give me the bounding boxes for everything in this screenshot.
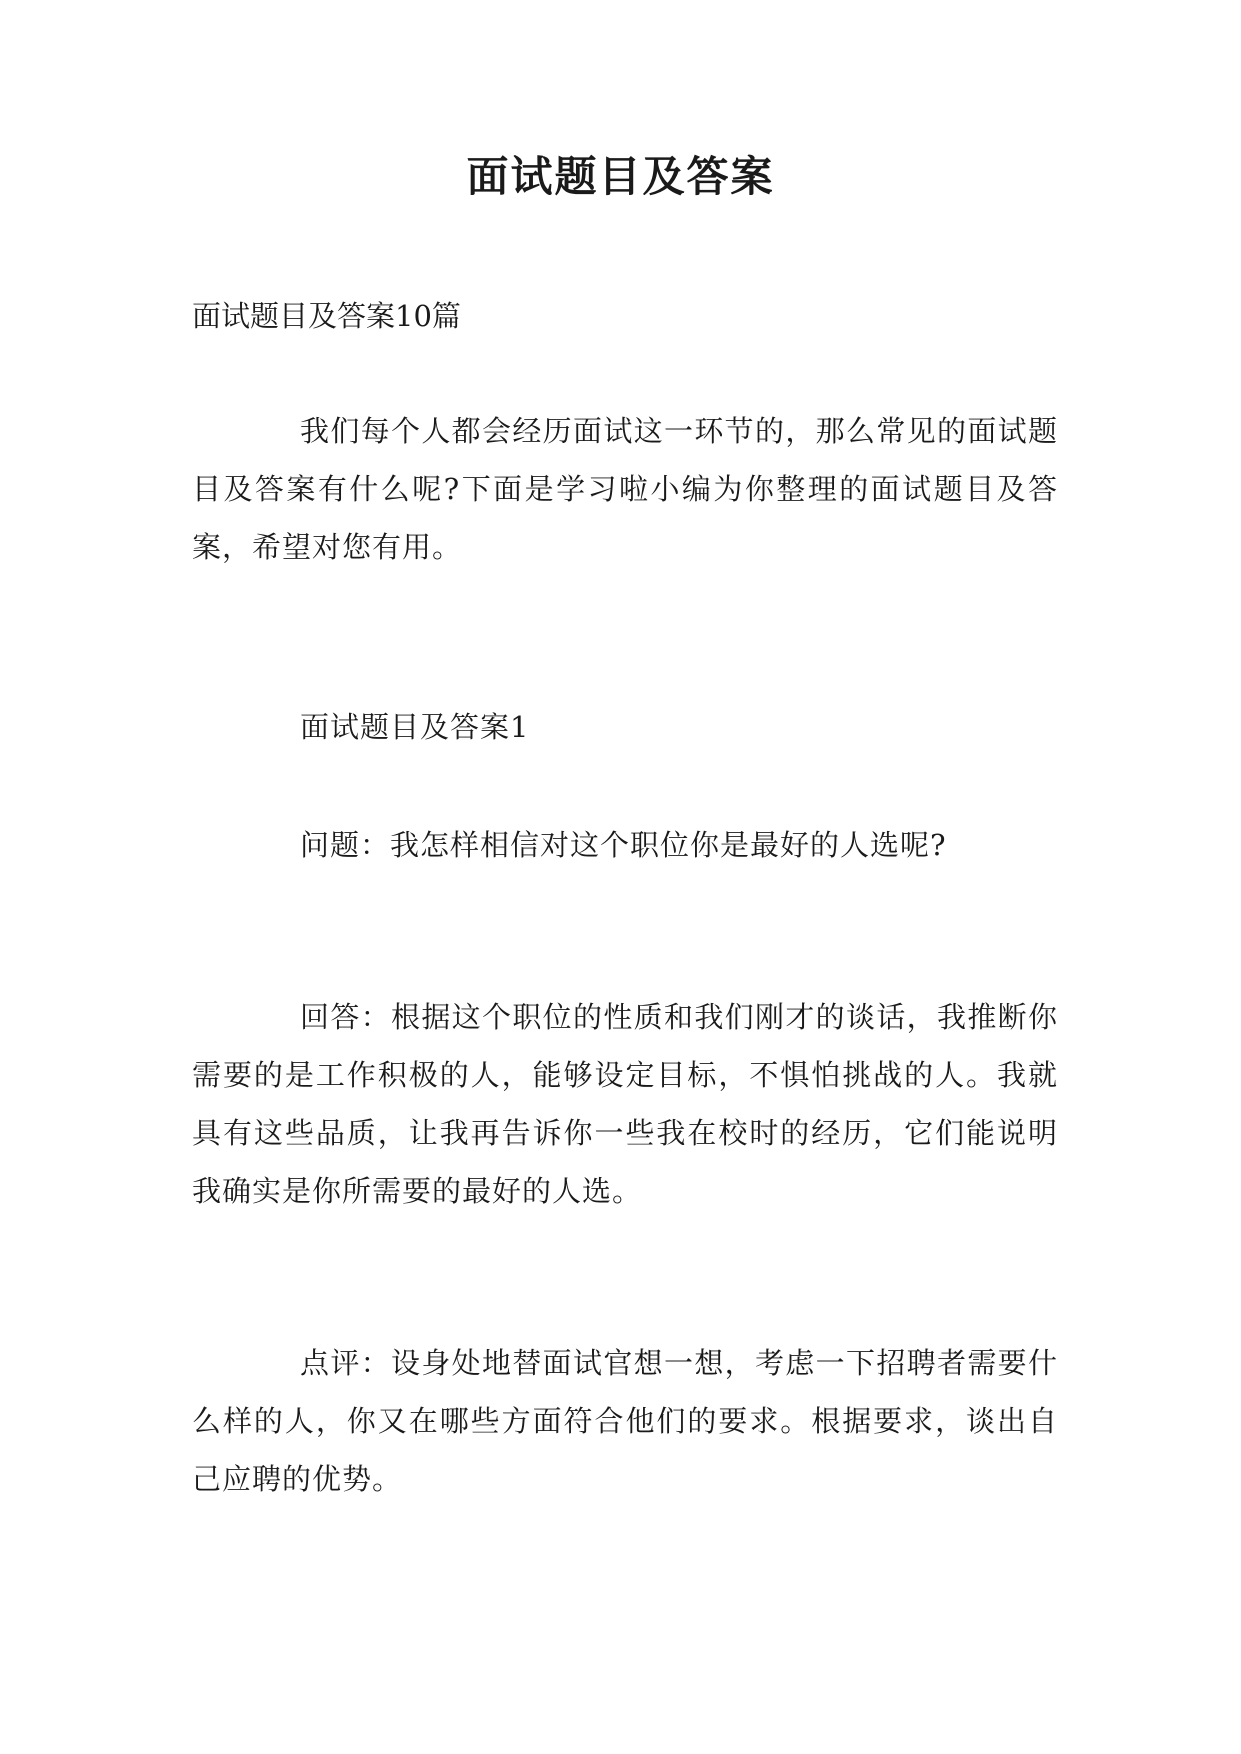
section-heading: 面试题目及答案1: [300, 710, 530, 744]
intro-paragraph: 我们每个人都会经历面试这一环节的，那么常见的面试题目及答案有什么呢?下面是学习啦小编为你整理的面试题目及答案，希望对您有用。: [192, 414, 1058, 564]
document-title: 面试题目及答案: [466, 152, 775, 201]
answer-paragraph: 回答：根据这个职位的性质和我们刚才的谈话，我推断你需要的是工作积极的人，能够设定目标，不惧怕挑战的人。我就具有这些品质，让我再告诉你一些我在校时的经历，它们能说明我确实是你所需要的最好的人选。: [192, 1000, 1058, 1208]
document-subtitle: 面试题目及答案10篇: [192, 299, 461, 333]
comment-paragraph: 点评：设身处地替面试官想一想，考虑一下招聘者需要什么样的人，你又在哪些方面符合他们的要求。根据要求，谈出自己应聘的优势。: [192, 1346, 1058, 1496]
question-paragraph: 问题：我怎样相信对这个职位你是最好的人选呢?: [300, 828, 947, 862]
